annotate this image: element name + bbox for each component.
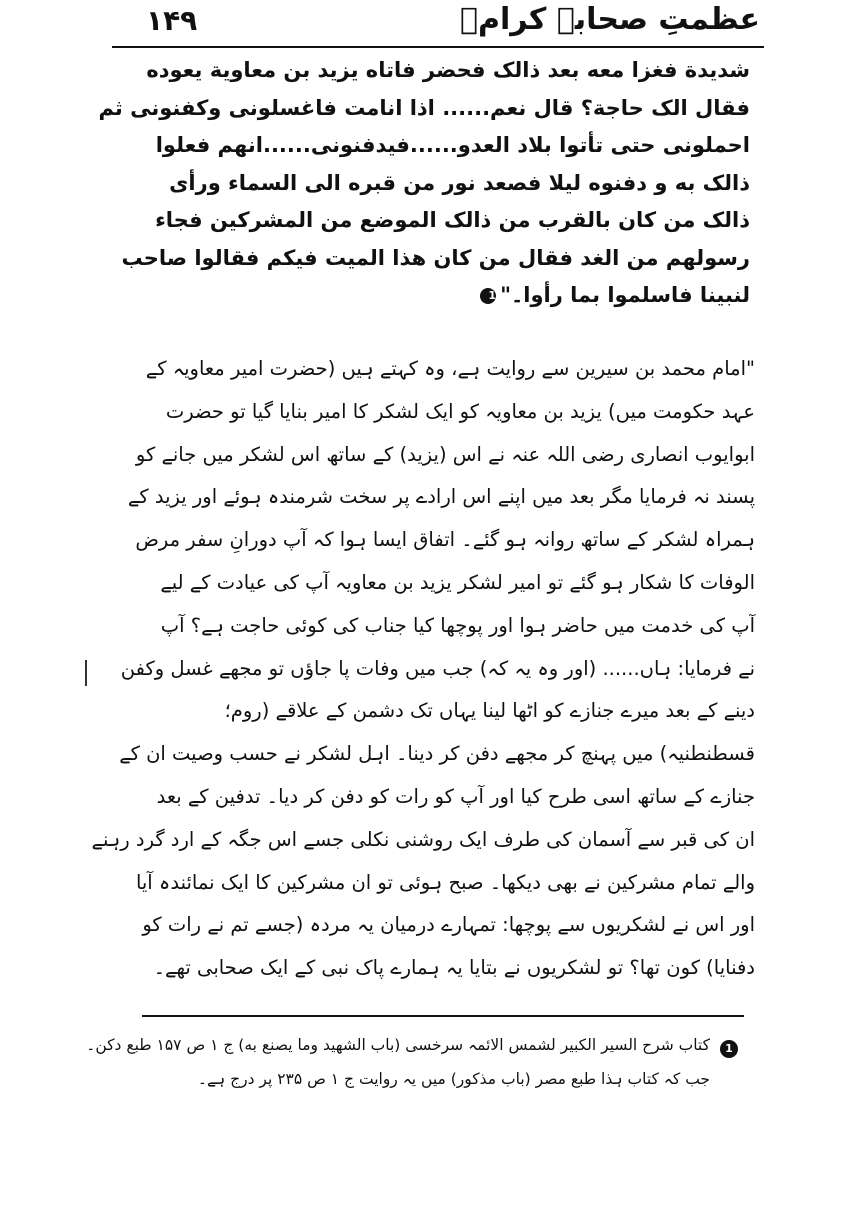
urdu-line: دینے کے بعد میرے جنازے کو اٹھا لینا یہاں تک دشمن کے علاقے (روم؛ — [224, 699, 755, 723]
urdu-line: دفنایا) کون تھا؟ تو لشکریوں نے بتایا یہ ہمارے پاک نبی کے ایک صحابی تھے۔ — [153, 956, 755, 980]
footnote-divider — [142, 1015, 744, 1017]
footnote-line: کتاب شرح السیر الکبیر لشمس الائمہ سرخسی (باب الشهيد وما يصنع به) ج ۱ ص ۱۵۷ طبع دکن۔ — [86, 1036, 710, 1054]
arabic-line-last — [150, 277, 750, 315]
urdu-translation — [91, 348, 755, 990]
urdu-line: پسند نہ فرمایا مگر بعد میں اپنے اس ارادے پر سخت شرمندہ ہوئے اور یزید کے — [127, 485, 755, 509]
header-divider — [112, 46, 764, 48]
footnote — [86, 1028, 710, 1096]
urdu-line: قسطنطنیہ) میں پہنچ کر مجھے دفن کر دینا۔ اہل لشکر نے حسب وصیت ان کے — [119, 742, 755, 766]
arabic-line: احملونی حتی تأتوا بلاد العدو......فيدفنونی......انهم فعلوا — [155, 133, 750, 157]
urdu-line: ان کی قبر سے آسمان کی طرف ایک روشنی نکلی جسے اس جگہ کے ارد گرد رہنے — [91, 827, 755, 851]
footnote-line: جب کہ کتاب ہذا طبع مصر (باب مذکور) میں یہ روایت ج ۱ ص ۲۳۵ پر درج ہے۔ — [197, 1070, 710, 1088]
arabic-line: ذالک من کان بالقرب من ذالک الموضع من المشرکين فجاء — [155, 208, 750, 232]
urdu-line: ابوایوب انصاری رضی اللہ عنہ نے اس (یزید) کے ساتھ اس لشکر میں جانے کو — [135, 442, 755, 466]
arabic-quote — [98, 52, 750, 315]
arabic-line: فقال الک حاجة؟ قال نعم...... اذا انامت فاغسلونی وکفنونی ثم — [98, 95, 750, 120]
urdu-line: آپ کی خدمت میں حاضر ہوا اور پوچھا کیا جناب کی کوئی حاجت ہے؟ آپ — [160, 613, 755, 637]
arabic-line: رسولهم من الغد فقال من کان هذا الميت فيکم فقالوا صاحب — [121, 245, 750, 270]
arabic-line-text: لنبينا فاسلموا بما رأوا۔" — [500, 283, 750, 307]
footnote-reference-marker[interactable]: 1 — [480, 288, 496, 304]
urdu-line: عہد حکومت میں) یزید بن معاویہ کو ایک لشکر کا امیر بنایا گیا تو حضرت — [165, 399, 755, 423]
urdu-line: الوفات کا شکار ہو گئے تو امیر لشکر یزید بن معاویہ آپ کی عیادت کے لیے — [160, 570, 755, 594]
running-title: عظمتِ صحابہ کرامؓ — [460, 2, 760, 37]
page-number: ۱۴۹ — [146, 4, 198, 37]
footnote-marker: 1 — [720, 1040, 738, 1058]
page-header — [110, 0, 760, 50]
arabic-line: شديدة فغزا معه بعد ذالک فحضر فاتاه يزيد بن معاوية يعوده — [146, 58, 750, 82]
urdu-line: والے تمام مشرکین نے بھی دیکھا۔ صبح ہوئی تو ان مشرکین کا ایک نمائندہ آیا — [135, 870, 755, 894]
urdu-line: جنازے کے ساتھ اسی طرح کیا اور آپ کو رات کو دفن کر دیا۔ تدفین کے بعد — [156, 784, 755, 808]
urdu-line: اور اس نے لشکریوں سے پوچھا: تمہارے درمیان یہ مردہ (جسے تم نے رات کو — [142, 913, 755, 937]
margin-mark — [85, 660, 87, 686]
urdu-line: ہمراہ لشکر کے ساتھ روانہ ہو گئے۔ اتفاق ایسا ہوا کہ آپ دورانِ سفر مرض — [135, 528, 755, 552]
arabic-line: ذالک به و دفنوه ليلا فصعد نور من قبره الی السماء ورأی — [169, 170, 750, 195]
urdu-line: "امام محمد بن سیرین سے روایت ہے، وہ کہتے ہیں (حضرت امیر معاویہ کے — [145, 357, 755, 380]
urdu-line: نے فرمایا: ہاں...... (اور وہ یہ کہ) جب میں وفات پا جاؤں تو مجھے غسل وکفن — [120, 656, 755, 680]
